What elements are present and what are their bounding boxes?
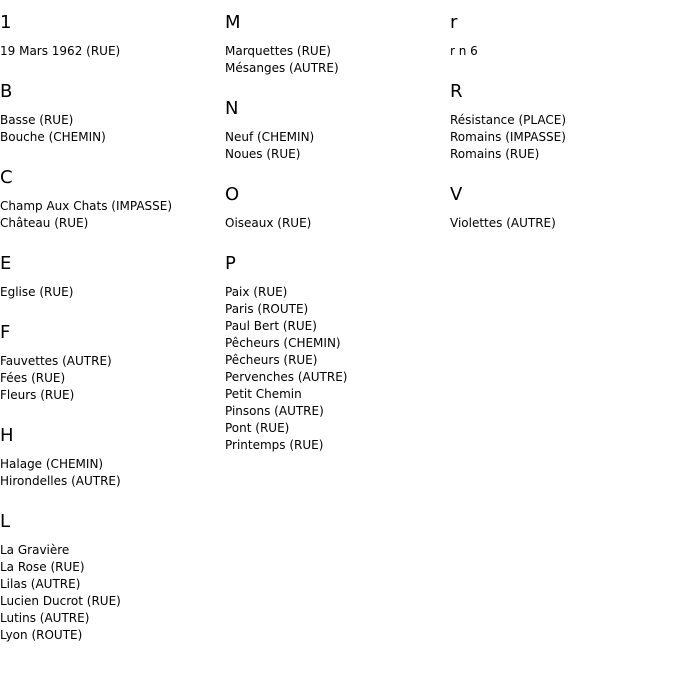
street-list [450,33,675,69]
street-item: Romains (IMPASSE) [450,130,566,144]
letter-heading: C [0,167,13,188]
street-item: Pont (RUE) [225,421,290,435]
street-list [0,343,225,413]
letter-group [0,310,225,413]
street-item: Printemps (RUE) [225,438,324,452]
letter-group [225,172,450,241]
street-item: Halage (CHEMIN) [0,457,104,471]
street-item: Lutins (AUTRE) [0,611,90,625]
street-item: Paul Bert (RUE) [225,319,317,333]
street-list [225,274,450,463]
letter-heading: L [0,511,11,532]
letter-group [450,69,675,172]
letter-group [0,155,225,241]
street-item: Paris (ROUTE) [225,302,309,316]
street-item: Bouche (CHEMIN) [0,130,106,144]
letter-group [0,69,225,155]
street-item: 19 Mars 1962 (RUE) [0,44,121,58]
letter-heading: F [0,322,11,343]
street-item: La Rose (RUE) [0,560,85,574]
letter-heading: N [225,98,239,119]
street-item: La Gravière [0,543,70,557]
street-index-column-3 [450,0,675,241]
street-item: Basse (RUE) [0,113,74,127]
street-item: Petit Chemin [225,387,302,401]
street-item: Lyon (ROUTE) [0,628,83,642]
street-item: Noues (RUE) [225,147,301,161]
street-list [450,205,675,241]
street-list [0,446,225,499]
street-item: Pêcheurs (CHEMIN) [225,336,341,350]
letter-group [225,0,450,86]
street-list [0,188,225,241]
street-list [225,33,450,86]
street-list [0,274,225,310]
street-item: Mésanges (AUTRE) [225,61,339,75]
street-item: Pêcheurs (RUE) [225,353,318,367]
street-list [450,102,675,172]
street-index-column-2 [225,0,450,463]
street-item: Lucien Ducrot (RUE) [0,594,121,608]
street-item: Oiseaux (RUE) [225,216,312,230]
street-item: Pinsons (AUTRE) [225,404,324,418]
street-item: Romains (RUE) [450,147,540,161]
street-item: Hirondelles (AUTRE) [0,474,121,488]
letter-group [0,499,225,653]
letter-group [450,172,675,241]
street-item: Eglise (RUE) [0,285,74,299]
street-item: Fauvettes (AUTRE) [0,354,112,368]
letter-group [450,0,675,69]
street-item: Pervenches (AUTRE) [225,370,348,384]
street-item: Château (RUE) [0,216,89,230]
letter-heading: P [225,253,236,274]
street-list [0,102,225,155]
letter-heading: B [0,81,13,102]
street-item: Fées (RUE) [0,371,66,385]
street-index-column-1 [0,0,225,653]
letter-heading: R [450,81,463,102]
street-list [0,33,225,69]
street-item: Violettes (AUTRE) [450,216,556,230]
letter-heading: H [0,425,14,446]
street-list [0,532,225,653]
letter-heading: O [225,184,240,205]
letter-group [0,241,225,310]
letter-heading: V [450,184,463,205]
letter-heading: r [450,12,458,33]
street-item: Neuf (CHEMIN) [225,130,315,144]
letter-group [225,241,450,463]
letter-heading: E [0,253,12,274]
letter-heading: M [225,12,241,33]
street-list [225,205,450,241]
letter-group [0,413,225,499]
letter-group [0,0,225,69]
letter-group [225,86,450,172]
street-item: r n 6 [450,44,478,58]
street-item: Champ Aux Chats (IMPASSE) [0,199,173,213]
street-item: Résistance (PLACE) [450,113,566,127]
letter-heading: 1 [0,12,12,33]
street-item: Marquettes (RUE) [225,44,331,58]
street-item: Lilas (AUTRE) [0,577,81,591]
street-item: Paix (RUE) [225,285,288,299]
street-item: Fleurs (RUE) [0,388,75,402]
street-list [225,119,450,172]
